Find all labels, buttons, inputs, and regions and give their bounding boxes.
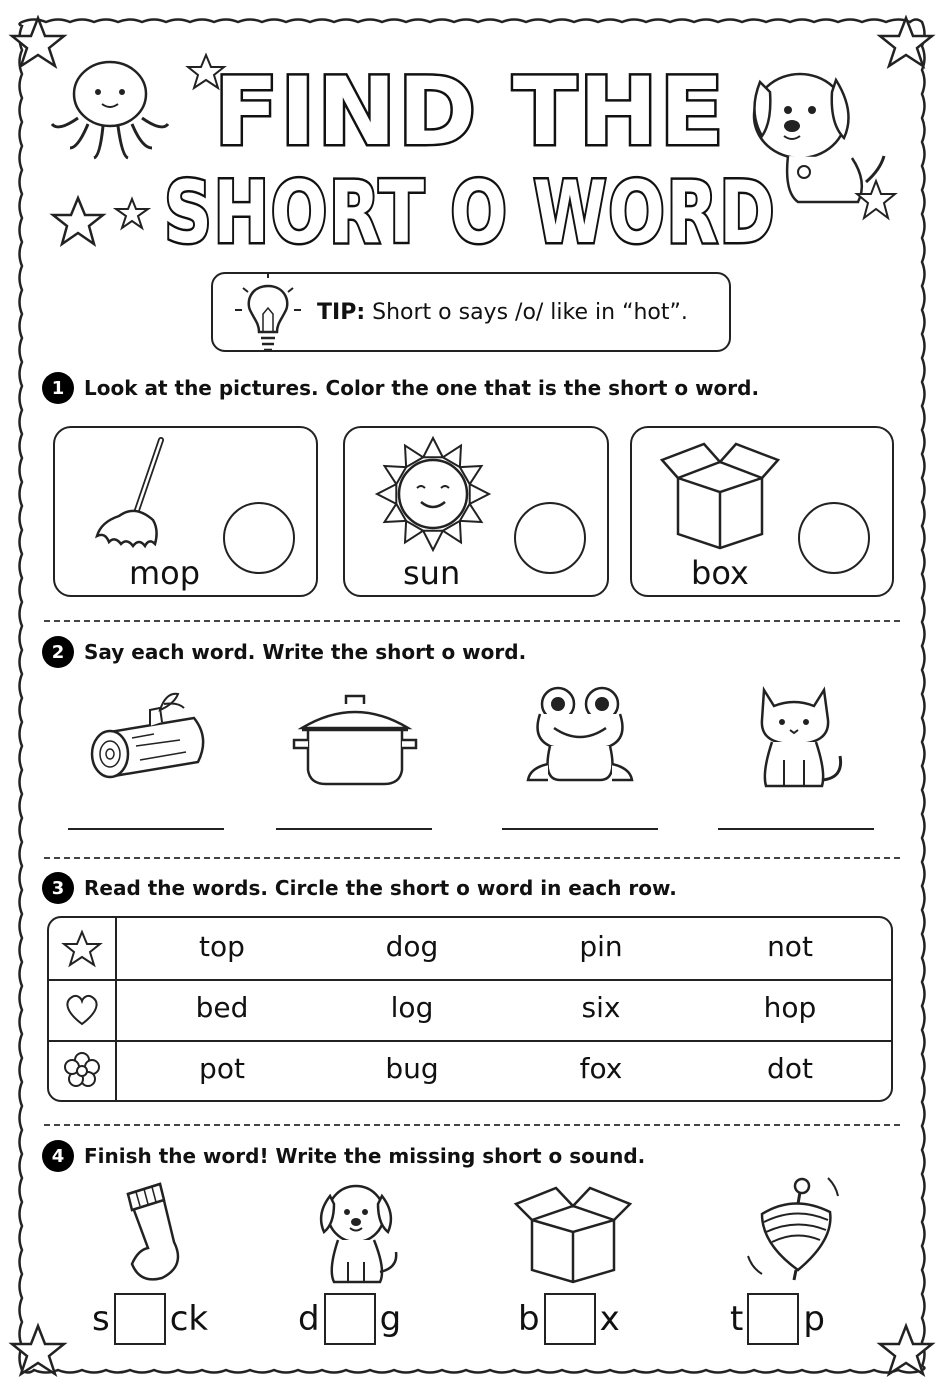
word-end: x <box>599 1299 620 1339</box>
pot-icon <box>290 690 420 788</box>
table-word[interactable]: pot <box>199 1052 245 1085</box>
table-word[interactable]: bug <box>385 1052 439 1085</box>
section-number: 1 <box>42 372 74 404</box>
heart-icon <box>62 990 102 1030</box>
word-start: b <box>518 1299 540 1339</box>
sun-ray <box>423 438 443 457</box>
table-word[interactable]: bed <box>195 991 249 1024</box>
missing-letter-item <box>518 1293 620 1345</box>
lightbulb-icon <box>233 268 303 356</box>
color-circle[interactable] <box>223 502 295 574</box>
picture-card[interactable] <box>53 426 318 597</box>
missing-letter-item <box>92 1293 208 1345</box>
card-word: box <box>691 554 749 592</box>
section-number: 2 <box>42 636 74 668</box>
table-row <box>49 979 891 1042</box>
word-end: g <box>379 1299 402 1339</box>
table-word[interactable]: pin <box>579 930 623 963</box>
section-3-header <box>42 872 677 904</box>
sun-ray <box>470 484 489 504</box>
write-line[interactable] <box>502 828 658 830</box>
section-number: 3 <box>42 872 74 904</box>
star-icon <box>62 929 102 969</box>
box-icon <box>658 438 782 554</box>
sun-ray <box>377 484 396 504</box>
section-4-header <box>42 1140 645 1172</box>
write-line[interactable] <box>68 828 224 830</box>
color-circle[interactable] <box>514 502 586 574</box>
missing-letter-item <box>298 1293 401 1345</box>
section-instruction: Look at the pictures. Color the one that is the short o word. <box>84 376 760 400</box>
section-divider <box>44 620 900 622</box>
sun-ray <box>423 531 443 550</box>
table-row <box>49 918 891 981</box>
tip-box <box>211 272 731 352</box>
word-table <box>47 916 893 1102</box>
box-icon <box>514 1184 632 1284</box>
word-start: s <box>92 1299 110 1339</box>
section-number: 4 <box>42 1140 74 1172</box>
table-word[interactable]: six <box>581 991 621 1024</box>
row-icon-cell <box>49 979 117 1040</box>
sun-icon <box>373 434 493 554</box>
picture-card[interactable] <box>630 426 894 597</box>
sock-icon <box>118 1180 194 1284</box>
table-word[interactable]: dog <box>385 930 439 963</box>
section-instruction: Say each word. Write the short o word. <box>84 640 527 664</box>
tip-text <box>317 300 688 325</box>
word-start: d <box>298 1299 320 1339</box>
tip-label: TIP: <box>317 300 366 325</box>
section-divider <box>44 1124 900 1126</box>
cat-icon <box>752 680 848 792</box>
log-icon <box>88 688 214 784</box>
color-circle[interactable] <box>798 502 870 574</box>
row-icon-cell <box>49 1040 117 1101</box>
tip-body: Short o says /o/ like in “hot”. <box>372 300 688 325</box>
letter-box[interactable] <box>114 1293 166 1345</box>
spinning-top-icon <box>744 1174 840 1286</box>
frog-icon <box>524 684 636 788</box>
row-icon-cell <box>49 918 117 979</box>
star-icon <box>50 194 106 250</box>
card-word: sun <box>403 554 461 592</box>
table-word[interactable]: not <box>767 930 813 963</box>
section-instruction: Finish the word! Write the missing short o sound. <box>84 1144 646 1168</box>
table-word[interactable]: top <box>199 930 245 963</box>
letter-box[interactable] <box>747 1293 799 1345</box>
table-word[interactable]: dot <box>767 1052 813 1085</box>
table-word[interactable]: fox <box>579 1052 623 1085</box>
write-line[interactable] <box>718 828 874 830</box>
section-divider <box>44 857 900 859</box>
missing-letter-item <box>730 1293 825 1345</box>
section-2-header <box>42 636 526 668</box>
section-instruction: Read the words. Circle the short o word in each row. <box>84 876 677 900</box>
mop-icon <box>89 434 199 564</box>
section-1-header <box>42 372 759 404</box>
write-line[interactable] <box>276 828 432 830</box>
star-icon <box>854 178 898 222</box>
word-end: p <box>803 1299 825 1339</box>
table-word[interactable]: hop <box>763 991 817 1024</box>
table-word[interactable]: log <box>390 991 434 1024</box>
title-line-2: SHORT O WORD <box>164 163 776 263</box>
dog-icon <box>312 1178 404 1286</box>
letter-box[interactable] <box>544 1293 596 1345</box>
worksheet-title <box>150 52 790 262</box>
word-end: ck <box>169 1299 209 1339</box>
flower-icon <box>62 1051 102 1091</box>
card-word: mop <box>129 554 201 592</box>
star-icon <box>114 196 150 232</box>
picture-card[interactable] <box>343 426 609 597</box>
title-line-1: FIND THE <box>214 58 726 167</box>
letter-box[interactable] <box>324 1293 376 1345</box>
word-start: t <box>730 1299 744 1339</box>
table-row <box>49 1040 891 1101</box>
